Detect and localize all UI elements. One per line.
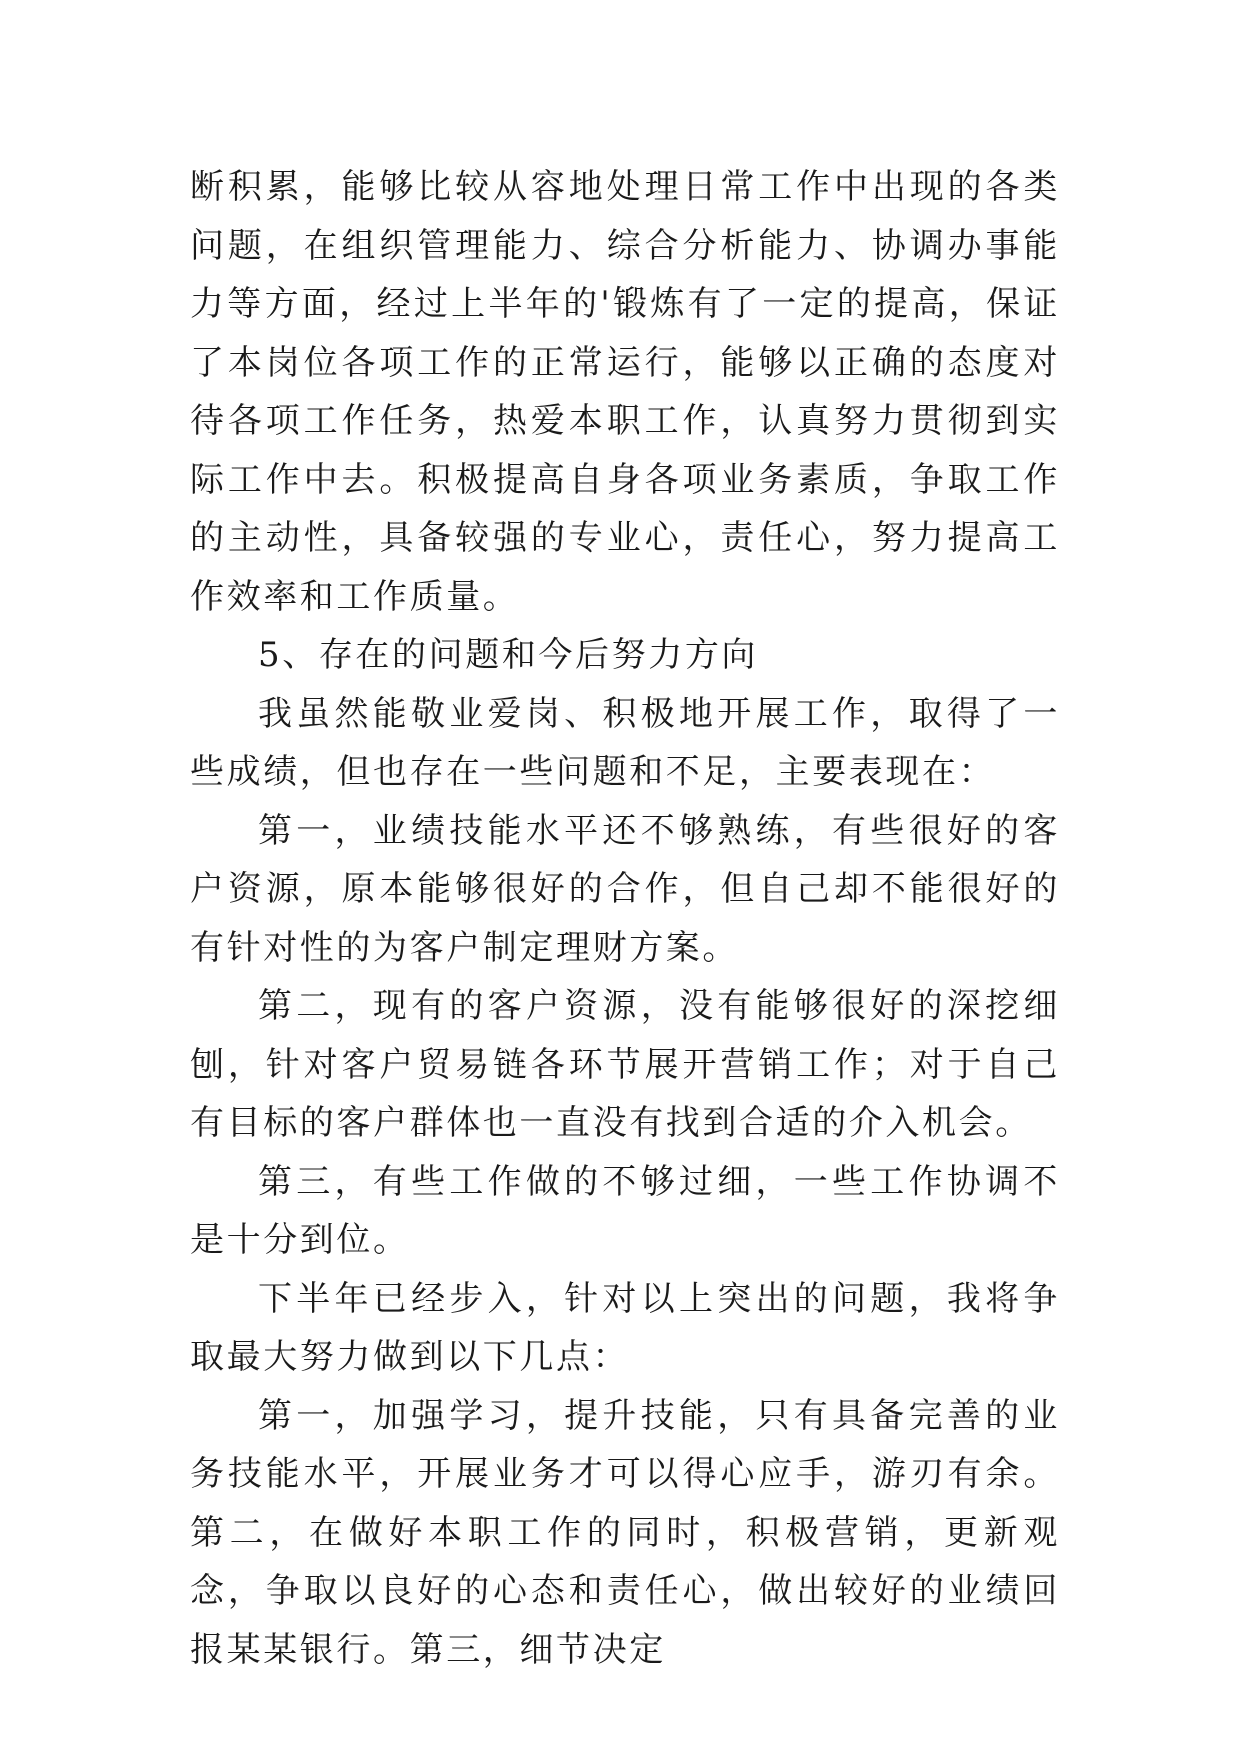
- paragraph-problem-third: 第三，有些工作做的不够过细，一些工作协调不是十分到位。: [190, 1161, 1060, 1260]
- document-body: [190, 158, 1060, 1679]
- paragraph-plan-intro: 下半年已经步入，针对以上突出的问题，我将争取最大努力做到以下几点：: [190, 1278, 1060, 1377]
- paragraph-problems-intro: 我虽然能敬业爱岗、积极地开展工作，取得了一些成绩，但也存在一些问题和不足，主要表现在：: [190, 693, 1060, 792]
- paragraph-plan-points: 第一，加强学习，提升技能，只有具备完善的业务技能水平，开展业务才可以得心应手，游刃有余。第二，在做好本职工作的同时，积极营销，更新观念，争取以良好的心态和责任心，做出较好的业绩回报某某银行。第三，细节决定: [190, 1395, 1060, 1670]
- paragraph-work-summary: 断积累，能够比较从容地处理日常工作中出现的各类问题，在组织管理能力、综合分析能力、协调办事能力等方面，经过上半年的'锻炼有了一定的提高，保证了本岗位各项工作的正常运行，能够以正确的态度对待各项工作任务，热爱本职工作，认真努力贯彻到实际工作中去。积极提高自身各项业务素质，争取工作的主动性，具备较强的专业心，责任心，努力提高工作效率和工作质量。: [190, 167, 1060, 617]
- section-heading-problems-and-direction: 5、存在的问题和今后努力方向: [258, 635, 759, 675]
- paragraph-problem-second: 第二，现有的客户资源，没有能够很好的深挖细刨，针对客户贸易链各环节展开营销工作；对于自己有目标的客户群体也一直没有找到合适的介入机会。: [190, 986, 1060, 1143]
- paragraph-problem-first: 第一，业绩技能水平还不够熟练，有些很好的客户资源，原本能够很好的合作，但自己却不能很好的有针对性的为客户制定理财方案。: [190, 810, 1060, 968]
